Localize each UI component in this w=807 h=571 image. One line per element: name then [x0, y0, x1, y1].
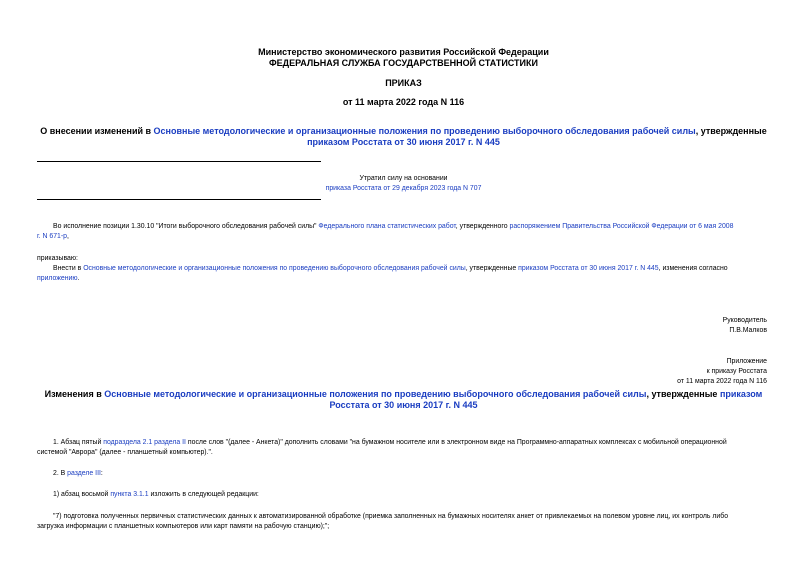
item-1-pre: 1. Абзац пятый: [53, 439, 104, 446]
p1-link-decree[interactable]: распоряжением Правительства Российской Федерации от 6 мая 2008: [509, 223, 734, 230]
status-link[interactable]: приказа Росстата от 29 декабря 2023 года N 707: [325, 185, 482, 192]
changes-link-provisions[interactable]: Основные методологические и организационные положения по проведению выборочного обследования рабочей силы: [104, 389, 647, 399]
p1-end: ,: [67, 233, 69, 240]
ministry-name: Министерство экономического развития Российской Федерации: [258, 47, 549, 57]
title-link-order[interactable]: приказом Росстата от 30 июня 2017 г. N 445: [307, 137, 500, 147]
order-date: от 11 марта 2022 года N 116: [342, 97, 465, 107]
separator-top: [37, 161, 321, 162]
title-prefix: О внесении изменений в: [40, 126, 154, 136]
appendix-label: Приложение: [726, 358, 767, 365]
p1-link-decree-cont[interactable]: г. N 671-р: [37, 233, 68, 240]
item-1-link[interactable]: подраздела 2.1 раздела II: [103, 439, 186, 446]
p2-link-appendix[interactable]: приложению: [37, 275, 78, 282]
item-2: [53, 469, 103, 479]
paragraph-1: [53, 222, 733, 232]
changes-middle: , утвержденные: [646, 389, 720, 399]
paragraph-2-line2: [37, 274, 79, 284]
item-3-pre: 1) абзац восьмой: [53, 491, 111, 498]
appendix-ref: к приказу Росстата: [706, 368, 767, 375]
title-middle: , утвержденные: [695, 126, 767, 136]
appendix-date: от 11 марта 2022 года N 116: [677, 378, 767, 385]
p2-link-provisions[interactable]: Основные методологические и организационные положения по проведению выборочного обследования рабочей силы: [83, 265, 466, 272]
item-4-line2: загрузка информации с планшетных компьютеров или карт памяти на рабочую станцию);";: [37, 523, 330, 530]
paragraph-2: [53, 264, 728, 274]
item-3-post: изложить в следующей редакции:: [148, 491, 259, 498]
p2-post: , изменения согласно: [658, 265, 728, 272]
status-text: Утратил силу на основании: [359, 175, 448, 182]
p2-text: Внести в: [53, 265, 84, 272]
item-1-post: после слов "(далее - Анкета)" дополнить словами "на бумажном носителе или в электронном виде на Программно-аппаратных комплексах с мобильной операционной: [185, 439, 727, 446]
p1-mid: , утвержденного: [455, 223, 510, 230]
p2-end: .: [77, 275, 80, 282]
paragraph-1-line2: [37, 232, 69, 242]
signature-role: Руководитель: [722, 317, 767, 324]
document-title-line2: [0, 137, 807, 148]
changes-link-order-cont[interactable]: Росстата от 30 июня 2017 г. N 445: [329, 400, 478, 410]
changes-link-order[interactable]: приказом: [719, 389, 763, 399]
changes-prefix: Изменения в: [44, 389, 105, 399]
item-3-link[interactable]: пункта 3.1.1: [110, 491, 149, 498]
item-4-line1: "7) подготовка полученных первичных статистических данных к автоматизированной обработке (приемка заполненных на бумажных носителях анкет от привлекаемых на полевом уровне лиц, их контроль либо: [53, 513, 729, 520]
p2-mid: , утвержденные: [465, 265, 519, 272]
order-heading: ПРИКАЗ: [385, 78, 422, 88]
item-2-post: :: [100, 470, 103, 477]
item-2-pre: 2. В: [53, 470, 68, 477]
item-1: [53, 438, 727, 448]
item-2-link[interactable]: разделе III: [67, 470, 101, 477]
title-link-provisions[interactable]: Основные методологические и организационные положения по проведению выборочного обследования рабочей силы: [153, 126, 696, 136]
item-3: [53, 490, 259, 500]
separator-bottom: [37, 199, 321, 200]
order-verb: приказываю:: [37, 255, 78, 262]
changes-title-line2: [0, 400, 807, 411]
p1-link-plan[interactable]: Федерального плана статистических работ: [318, 223, 456, 230]
changes-title: [0, 389, 807, 400]
service-name: ФЕДЕРАЛЬНАЯ СЛУЖБА ГОСУДАРСТВЕННОЙ СТАТИСТИКИ: [269, 58, 538, 68]
item-1-line2: системой "Аврора" (далее - планшетный компьютер).".: [37, 449, 213, 456]
signature-name: П.В.Малков: [729, 327, 767, 334]
document-title: [0, 126, 807, 137]
p2-link-order[interactable]: приказом Росстата от 30 июня 2017 г. N 445: [518, 265, 659, 272]
p1-text: Во исполнение позиции 1.30.10 "Итоги выборочного обследования рабочей силы": [53, 223, 319, 230]
